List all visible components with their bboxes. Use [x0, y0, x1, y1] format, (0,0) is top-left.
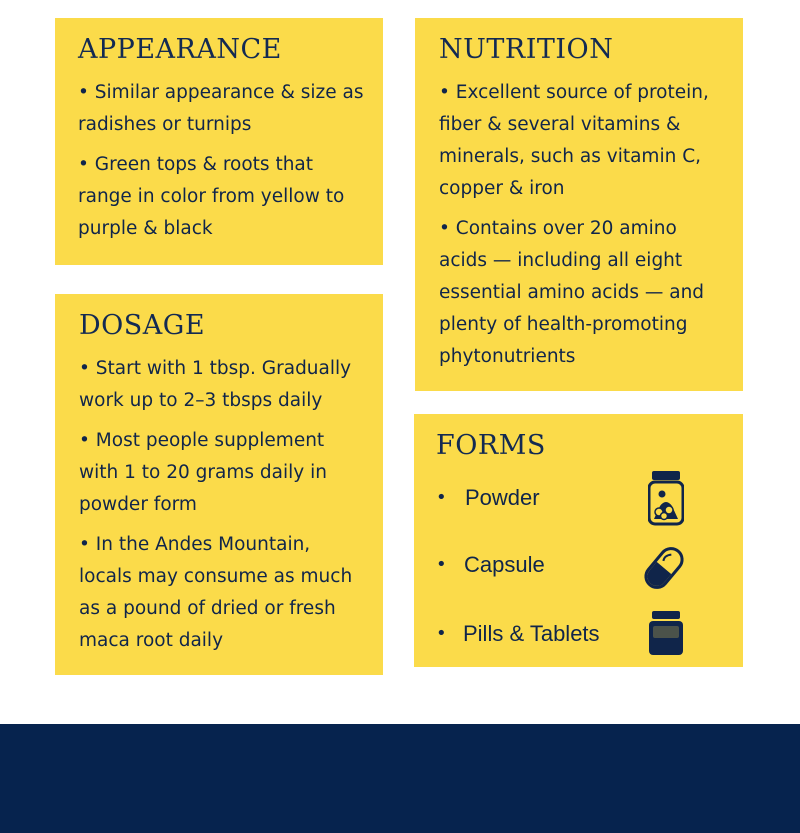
appearance-title: APPEARANCE [78, 34, 282, 65]
dosage-bullet: • Most people supplement with 1 to 20 grams daily in powder form [79, 430, 327, 515]
powder-jar-icon [648, 470, 684, 526]
dosage-card [55, 294, 383, 675]
form-item-powder [414, 478, 743, 518]
dosage-bullet: • In the Andes Mountain, locals may consume as much as a pound of dried or fresh maca root daily [79, 534, 353, 651]
form-item-pills-tablets [414, 614, 743, 654]
nutrition-title: NUTRITION [439, 34, 614, 65]
form-bullet: • [436, 623, 447, 644]
capsule-icon [641, 543, 687, 593]
forms-title: FORMS [436, 430, 546, 461]
appearance-card [55, 18, 383, 265]
form-item-capsule [414, 545, 743, 585]
form-label-capsule: Capsule [464, 552, 545, 577]
form-bullet: • [436, 554, 447, 575]
appearance-bullet: • Similar appearance & size as radishes or turnips [78, 82, 364, 135]
dosage-bullet: • Start with 1 tbsp. Gradually work up to 2–3 tbsps daily [79, 358, 352, 411]
form-label-powder: Powder [465, 485, 540, 510]
nutrition-bullet: • Excellent source of protein, fiber & several vitamins & minerals, such as vitamin C, copper & iron [439, 82, 709, 199]
appearance-bullet: • Green tops & roots that range in color from yellow to purple & black [78, 154, 345, 239]
nutrition-bullet: • Contains over 20 amino acids — including all eight essential amino acids — and plenty of health-promoting phytonutrients [439, 218, 705, 367]
form-bullet: • [436, 487, 447, 508]
dosage-title: DOSAGE [79, 310, 206, 341]
pill-bottle-icon [648, 610, 684, 656]
forms-card [414, 414, 743, 667]
nutrition-card [415, 18, 743, 391]
footer-band [0, 724, 800, 833]
form-label-pills-tablets: Pills & Tablets [463, 621, 600, 646]
